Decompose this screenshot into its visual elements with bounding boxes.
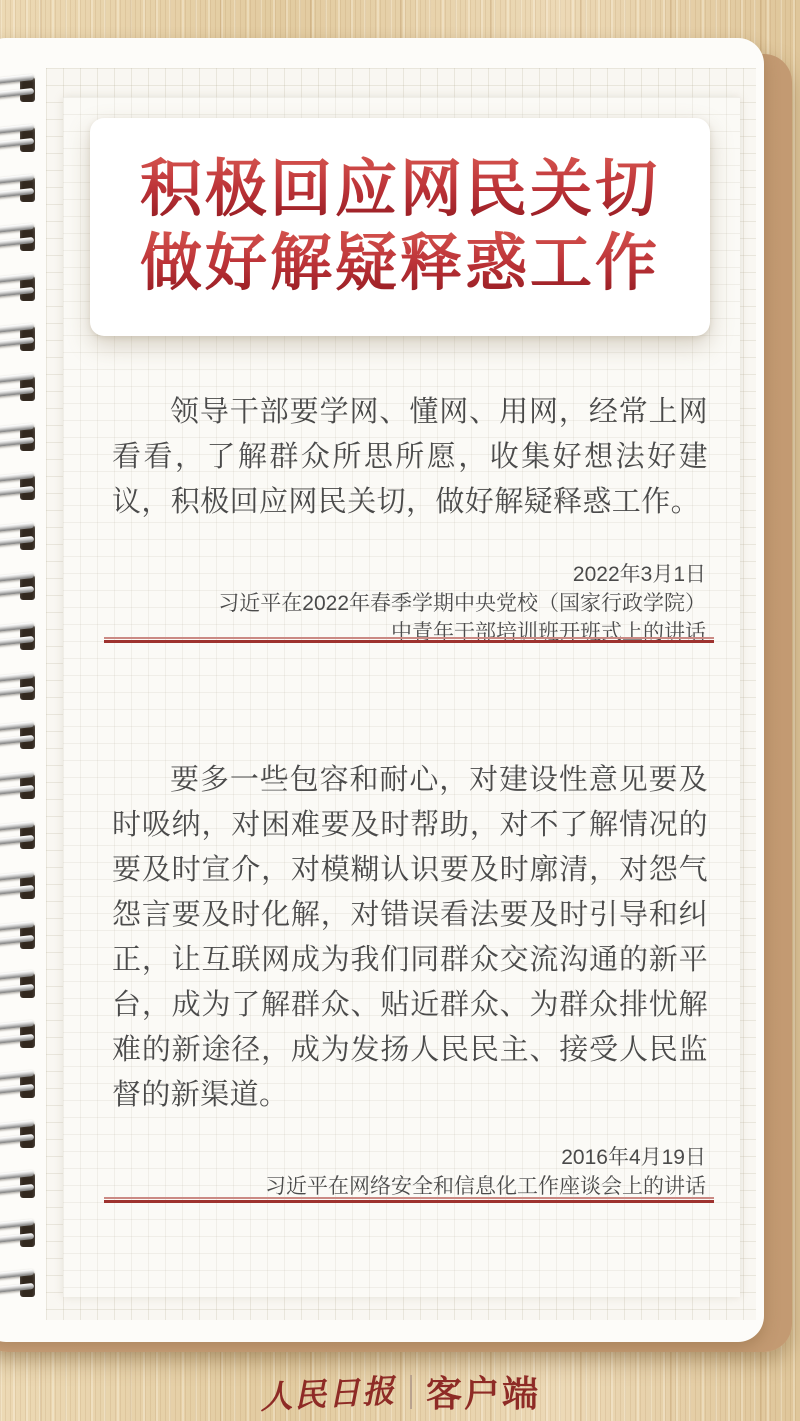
quote-2-source-line-1: 习近平在网络安全和信息化工作座谈会上的讲话 <box>265 1175 706 1198</box>
binding-ring <box>0 969 42 1003</box>
red-divider-1 <box>104 637 714 643</box>
quote-2-attribution <box>112 1143 706 1201</box>
red-divider-2 <box>104 1197 714 1203</box>
client-app-label: 客户端 <box>426 1374 541 1414</box>
title-card <box>90 118 710 336</box>
footer-brand <box>0 1366 800 1417</box>
binding-ring <box>0 173 42 207</box>
binding-ring <box>0 521 42 555</box>
binding-ring <box>0 422 42 456</box>
binding-ring <box>0 820 42 854</box>
binding-ring <box>0 920 42 954</box>
binding-ring <box>0 272 42 306</box>
spiral-binding <box>0 0 50 1421</box>
binding-ring <box>0 720 42 754</box>
binding-ring <box>0 222 42 256</box>
quote-2-date: 2016年4月19日 <box>561 1146 706 1169</box>
quote-1-date: 2022年3月1日 <box>572 563 706 586</box>
binding-ring <box>0 471 42 505</box>
poster-title-line-1: 积极回应网民关切 <box>140 153 660 227</box>
brand-divider-line <box>410 1375 412 1409</box>
binding-ring <box>0 372 42 406</box>
binding-ring <box>0 1169 42 1203</box>
binding-ring <box>0 1218 42 1252</box>
quote-1-attribution <box>112 560 706 647</box>
binding-ring <box>0 123 42 157</box>
binding-ring <box>0 571 42 605</box>
notebook-page <box>0 38 764 1342</box>
binding-ring <box>0 1119 42 1153</box>
binding-ring <box>0 1019 42 1053</box>
quote-2-text: 要多一些包容和耐心，对建设性意见要及时吸纳，对困难要及时帮助，对不了解情况的要及时宣介，对模糊认识要及时廓清，对怨气怨言要及时化解，对错误看法要及时引导和纠正，让互联网成为我们同群众交流沟通的新平台，成为了解群众、贴近群众、为群众排忧解难的新途径，成为发扬人民民主、接受人民监督的新渠道。 <box>112 764 708 1111</box>
binding-ring <box>0 671 42 705</box>
binding-ring <box>0 1069 42 1103</box>
peoples-daily-script-logo: 人民日报 <box>259 1371 397 1416</box>
binding-ring <box>0 770 42 804</box>
binding-ring <box>0 870 42 904</box>
binding-ring <box>0 621 42 655</box>
quote-1-text: 领导干部要学网、懂网、用网，经常上网看看，了解群众所思所愿，收集好想法好建议，积极回应网民关切，做好解疑释惑工作。 <box>112 396 708 518</box>
poster-title-line-2: 做好解疑释惑工作 <box>140 227 660 301</box>
binding-ring <box>0 1268 42 1302</box>
quote-1-source-line-2: 中青年干部培训班开班式上的讲话 <box>391 621 706 644</box>
quote-1-source-line-1: 习近平在2022年春季学期中央党校（国家行政学院） <box>218 592 706 615</box>
binding-ring <box>0 322 42 356</box>
binding-ring <box>0 73 42 107</box>
